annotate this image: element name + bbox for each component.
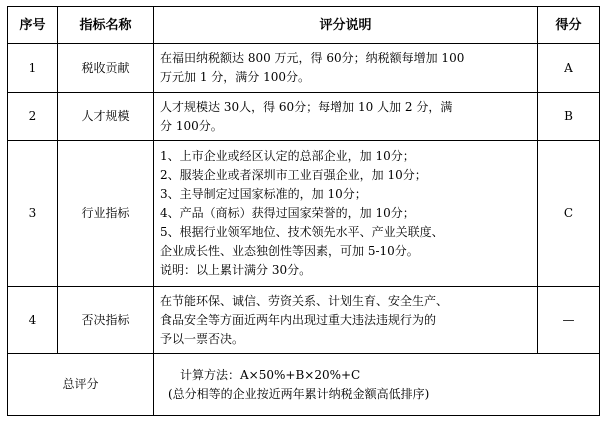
formula-note: (总分相等的企业按近两年累计纳税金额高低排序) — [168, 386, 430, 401]
desc-line: 分 100分。 — [160, 118, 223, 133]
scoring-table-sheet — [7, 6, 599, 420]
desc-line: 3、主导制定过国家标准的，加 10分； — [160, 187, 367, 201]
header-desc: 评分说明 — [154, 7, 538, 44]
desc-line: 5、根据行业领军地位、技术领先水平、产业关联度、 — [160, 225, 444, 239]
desc-line: 2、服装企业或者深圳市工业百强企业，加 10分； — [160, 168, 427, 182]
header-no: 序号 — [8, 7, 58, 44]
row-name: 税收贡献 — [58, 44, 154, 93]
row-no: 4 — [8, 287, 58, 354]
table-row — [8, 44, 600, 93]
row-score: — — [538, 287, 600, 354]
table-row — [8, 141, 600, 287]
row-score: B — [538, 93, 600, 141]
header-score: 得分 — [538, 7, 600, 44]
desc-line: 4、产品（商标）获得过国家荣誉的，加 10分； — [160, 206, 415, 220]
row-score: A — [538, 44, 600, 93]
row-desc — [154, 287, 538, 354]
table-row — [8, 287, 600, 354]
header-name: 指标名称 — [58, 7, 154, 44]
row-no: 2 — [8, 93, 58, 141]
desc-line: 予以一票否决。 — [160, 331, 245, 346]
desc-line: 在福田纳税额达 800 万元，得 60分；纳税额每增加 100 — [160, 51, 465, 65]
desc-line: 说明：以上累计满分 30分。 — [160, 263, 312, 277]
desc-line: 1、上市企业或经区认定的总部企业，加 10分； — [160, 149, 415, 163]
total-row — [8, 354, 600, 416]
row-name: 行业指标 — [58, 141, 154, 287]
desc-line: 企业成长性、业态独创性等因素，可加 5-10分。 — [160, 244, 419, 258]
scoring-table — [7, 6, 600, 416]
desc-line: 食品安全等方面近两年内出现过重大违法违规行为的 — [160, 312, 437, 327]
row-score: C — [538, 141, 600, 287]
row-name: 否决指标 — [58, 287, 154, 354]
row-desc — [154, 93, 538, 141]
total-formula — [154, 354, 600, 416]
total-label: 总评分 — [8, 354, 154, 416]
desc-line: 在节能环保、诚信、劳资关系、计划生育、安全生产、 — [160, 293, 449, 308]
row-no: 3 — [8, 141, 58, 287]
row-desc — [154, 44, 538, 93]
row-desc — [154, 141, 538, 287]
table-row — [8, 93, 600, 141]
row-name: 人才规模 — [58, 93, 154, 141]
header-row — [8, 7, 600, 44]
row-no: 1 — [8, 44, 58, 93]
desc-line: 人才规模达 30人，得 60分；每增加 10 人加 2 分，满 — [160, 99, 453, 114]
formula-line: 计算方法：A×50%+B×20%+C — [180, 367, 361, 382]
desc-line: 万元加 1 分，满分 100分。 — [160, 70, 310, 84]
